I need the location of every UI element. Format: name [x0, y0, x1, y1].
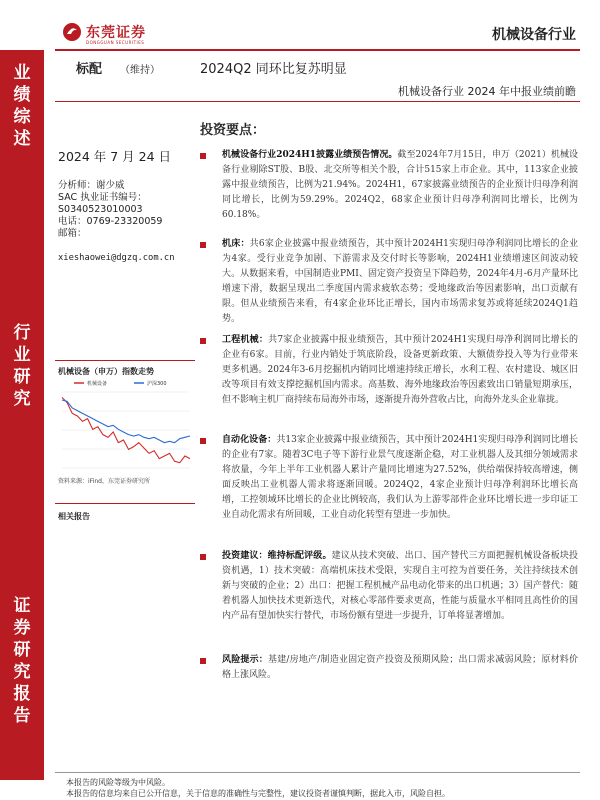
legend-label-1: 机械设备 [87, 381, 108, 387]
rating: 标配 [76, 62, 103, 77]
sidebar-label-summary: 业绩综述 [13, 63, 31, 149]
related-reports-heading: 相关报告 [58, 512, 90, 521]
analyst-info [58, 180, 198, 240]
paragraph-performance: 机械设备行业2024H1披露业绩预告情况。截至2024年7月15日，申万（2021）机械设备行业剔除ST股、B股、北交所等相关个股，合计515家上市企业。其中，113家企业披露中报业绩预告，比例为21.94%。2024H1，67家披露业绩预告的企业预计归母净利润同比增长，比例为59.29%。2024Q2，68家企业预计归母净利润同比增长，比例为60.18%。 [200, 148, 578, 223]
sac-number: S0340523010003 [58, 204, 143, 215]
investment-highlights-title: 投资要点： [200, 123, 266, 138]
report-subtitle: 机械设备行业 2024 年中报业绩前瞻 [398, 85, 576, 98]
brand-name: 东莞证券 [86, 25, 146, 41]
report-title: 2024Q2 同环比复苏明显 [200, 62, 347, 77]
paragraph-investment-advice: 投资建议：维持标配评级。建议从技术突破、出口、国产替代三方面把握机械设备板块投资机遇，1）技术突破：高端机床技术受限，实现自主可控为首要任务，关注持续技术创新与突破的企业；2）出口：把握工程机械产品电动化带来的出口机遇；3）国产替代：随着机器人加快技术更新迭代，对核心零部件要求更高，性能与质量水平相同且高性价的国内产品有望加快实行替代，市场份额有望进一步提升，订单将显著增加。 [200, 549, 578, 624]
bullet-icon [200, 438, 206, 444]
footer-risk-level: 本报告的风险等级为中风险。 [66, 778, 170, 787]
paragraph-automation: 自动化设备：共13家企业披露中报业绩预告，其中预计2024H1实现归母净利润同比增长的企业有7家。随着3C电子等下游行业景气度逐渐企稳，对工业机器人及其细分领域需求将放量，今年上半年工业机器人累计产量同比增速为27.52%，供给端保持较高增速，侧面反映出工业机器人需求将逐渐回暖。2024Q2，4家企业预计归母净利润环比增长高增，工控领域环比增长的企业比例较高，我们认为上游零部件企业环比增长进一步印证工业自动化需求有所回暖，工业自动化转型有望进一步加快。 [200, 433, 578, 523]
footer-divider [55, 772, 580, 773]
header-divider [55, 49, 580, 51]
bullet-icon [200, 554, 206, 560]
rating-note: （维持） [120, 65, 160, 76]
email-label: 邮箱： [58, 228, 87, 239]
paragraph-machine-tools: 机床：共6家企业披露中报业绩预告，其中预计2024H1实现归母净利润同比增长的企业为4家。受行业竞争加剧、下游需求及交付时长等影响，2024H1业绩增速区间波动较大。从数据来看，中国制造业PMI、固定资产投资呈下降趋势，2024年4月-6月产量环比增速下滑，数据呈现出二季度国内需求疲软态势；受地缘政治等因素影响，出口贡献有限。但从业绩预告来看，有4家企业环比正增长，国内市场需求复苏或将延续2024Q1趋势。 [200, 237, 578, 327]
footer-disclaimer: 本报告的信息均来自已公开信息，关于信息的准确性与完整性，建议投资者谨慎判断，据此入市，风险自担。 [66, 789, 450, 798]
brand-subtitle: DONGGUAN SECURITIES [86, 40, 145, 45]
bullet-icon [200, 658, 206, 664]
sac-label: SAC 执业证书编号： [58, 192, 147, 203]
legend-label-2: 沪深300 [147, 381, 167, 387]
index-chart [58, 378, 194, 474]
sidebar-label-research: 行业研究 [13, 323, 31, 409]
related-top-divider [55, 503, 195, 504]
chart-title: 机械设备（申万）指数走势 [58, 367, 154, 376]
series-line-2 [62, 400, 190, 443]
brand-logo-icon [62, 22, 82, 42]
bullet-icon [200, 338, 206, 344]
chart-top-divider [55, 360, 195, 361]
email-link[interactable]: xieshaowei@dgzq.com.cn [58, 253, 175, 263]
bullet-icon [200, 153, 206, 159]
paragraph-construction-machinery: 工程机械：共7家企业披露中报业绩预告，其中预计2024H1实现归母净利润同比增长的企业有6家。目前，行业内销处于筑底阶段，设备更新政策、大额债券投入等为行业带来更多机遇。2024年3-6月挖掘机内销同比增速持续正增长，水利工程、农村建设、城区旧改等项目有效支撑挖掘机国内需求。高基数、海外地缘政治等因素致出口销量短期承压，但不影响主机厂商持续布局海外市场，逐渐提升海外营收占比，向海外龙头企业靠拢。 [200, 333, 578, 408]
bullet-icon [200, 242, 206, 248]
phone: 电话：0769-23320059 [58, 216, 163, 227]
title-divider [55, 101, 580, 102]
sidebar-label-report: 证券研究报告 [13, 596, 31, 726]
report-date: 2024 年 7 月 24 日 [58, 149, 172, 164]
chart-source: 资料来源：iFind，东莞证券研究所 [58, 478, 150, 485]
paragraph-risk: 风险提示：基建/房地产/制造业固定资产投资及预期风险；出口需求减弱风险；原材料价格上涨风险。 [200, 653, 578, 683]
analyst-name: 分析师：谢少威 [58, 180, 125, 191]
industry-label: 机械设备行业 [492, 27, 576, 43]
